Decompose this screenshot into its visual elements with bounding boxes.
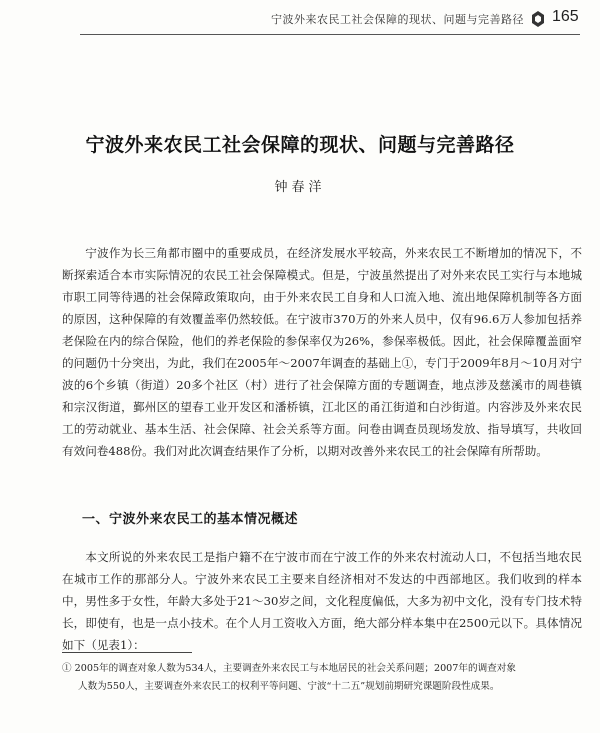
- footnote: [62, 660, 582, 696]
- section-heading-1: 一、宁波外来农民工的基本情况概述: [82, 512, 299, 527]
- body-paragraph-1: [62, 242, 582, 462]
- paragraph-1-text: 宁波作为长三角都市圈中的重要成员，在经济发展水平较高，外来农民工不断增加的情况下，不断探索适合本市实际情况的农民工社会保障模式。但是，宁波虽然提出了对外来农民工实行与本地城市职工同等待遇的社会保障政策取向，由于外来农民工自身和人口流入地、流出地保障机制等各方面的原因，这种保障的有效覆盖率仍然较低。在宁波市370万的外来人员中，仅有96.6万人参加包括养老保险在内的综合保险，他们的养老保险的参保率仅为26%，参保率极低。因此，社会保障覆盖面窄的问题仍十分突出，为此，我们在2005年～2007年调查的基础上①，专门于2009年8月～10月对宁波的6个乡镇（街道）20多个社区（村）进行了社会保障方面的专题调查，地点涉及慈溪市的周巷镇和宗汉街道，鄞州区的望春工业开发区和潘桥镇，江北区的甬江街道和白沙街道。内容涉及外来农民工的劳动就业、基本生活、社会保障、社会关系等方面。问卷由调查员现场发放、指导填写，共收回有效问卷488份。我们对此次调查结果作了分析，以期对改善外来农民工的社会保障有所帮助。: [62, 246, 582, 458]
- running-head: [240, 6, 550, 32]
- paragraph-2-text: 本文所说的外来农民工是指户籍不在宁波市而在宁波工作的外来农村流动人口，不包括当地农民在城市工作的那部分人。宁波外来农民工主要来自经济相对不发达的中西部地区。我们收到的样本中，男性多于女性，年龄大多处于21～30岁之间，文化程度偏低，大多为初中文化，没有专门技术特长，即使有，也是一点小技术。在个人月工资收入方面，绝大部分样本集中在2500元以下。具体情况如下（见表1）：: [62, 550, 582, 652]
- footnote-line-1: ① 2005年的调查对象人数为534人，主要调查外来农民工与本地居民的社会关系问题；2007年的调查对象: [62, 663, 516, 674]
- header-divider: [80, 34, 580, 35]
- article-author: 钟春洋: [274, 180, 326, 195]
- footnote-line-2: 人数为550人，主要调查外来农民工的权利平等问题、宁波“十二五”规划前期研究课题阶段性成果。: [78, 681, 500, 692]
- article-title: 宁波外来农民工社会保障的现状、问题与完善路径: [85, 134, 515, 156]
- page-number: 165: [552, 8, 579, 25]
- footnote-divider: [62, 652, 192, 653]
- running-title: 宁波外来农民工社会保障的现状、问题与完善路径: [271, 13, 524, 26]
- journal-emblem-icon: [530, 10, 546, 28]
- body-paragraph-2: [62, 546, 582, 656]
